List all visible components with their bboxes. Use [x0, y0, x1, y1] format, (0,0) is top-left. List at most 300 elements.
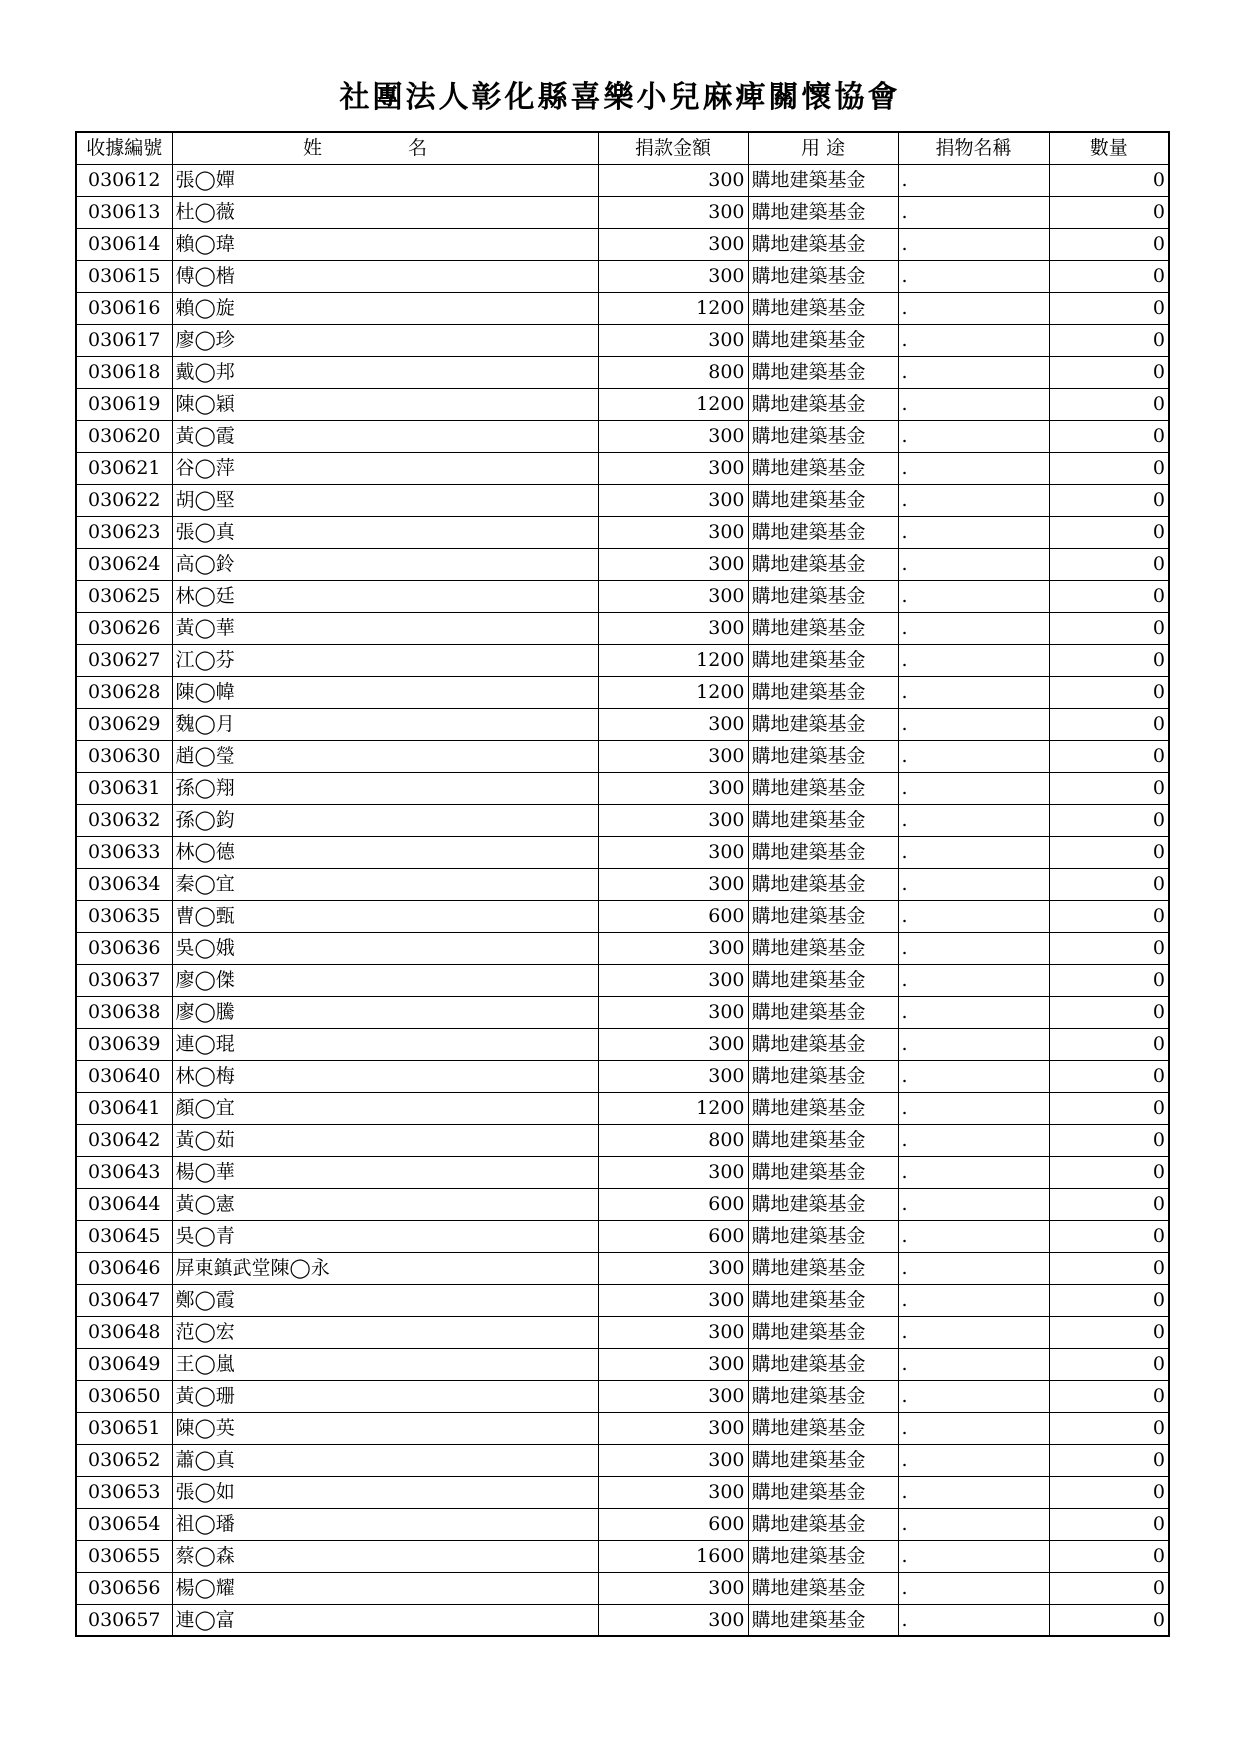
amount-cell: 1600: [598, 1540, 748, 1572]
item-name-cell: .: [898, 164, 1049, 196]
item-name-cell: .: [898, 612, 1049, 644]
quantity-cell: 0: [1049, 1060, 1169, 1092]
quantity-cell: 0: [1049, 932, 1169, 964]
purpose-cell: 購地建築基金: [748, 900, 898, 932]
name-cell: 陳◯英: [172, 1412, 598, 1444]
amount-cell: 300: [598, 1572, 748, 1604]
quantity-cell: 0: [1049, 836, 1169, 868]
amount-cell: 300: [598, 996, 748, 1028]
quantity-cell: 0: [1049, 900, 1169, 932]
amount-cell: 1200: [598, 292, 748, 324]
name-cell: 顏◯宜: [172, 1092, 598, 1124]
purpose-cell: 購地建築基金: [748, 1604, 898, 1636]
item-name-cell: .: [898, 324, 1049, 356]
purpose-cell: 購地建築基金: [748, 1092, 898, 1124]
item-name-cell: .: [898, 1508, 1049, 1540]
purpose-cell: 購地建築基金: [748, 292, 898, 324]
name-cell: 黃◯憲: [172, 1188, 598, 1220]
receipt-no-cell: 030616: [76, 292, 172, 324]
table-row: [76, 356, 1169, 388]
item-name-cell: .: [898, 1188, 1049, 1220]
purpose-cell: 購地建築基金: [748, 548, 898, 580]
receipt-no-cell: 030639: [76, 1028, 172, 1060]
table-row: [76, 1540, 1169, 1572]
name-cell: 林◯德: [172, 836, 598, 868]
name-cell: 賴◯旋: [172, 292, 598, 324]
quantity-cell: 0: [1049, 676, 1169, 708]
receipt-no-cell: 030612: [76, 164, 172, 196]
item-name-cell: .: [898, 1444, 1049, 1476]
amount-cell: 300: [598, 932, 748, 964]
purpose-cell: 購地建築基金: [748, 996, 898, 1028]
table-row: [76, 1444, 1169, 1476]
amount-cell: 300: [598, 964, 748, 996]
table-row: [76, 1316, 1169, 1348]
name-cell: 蔡◯森: [172, 1540, 598, 1572]
header-name: 姓 名: [172, 132, 598, 164]
receipt-no-cell: 030614: [76, 228, 172, 260]
item-name-cell: .: [898, 516, 1049, 548]
purpose-cell: 購地建築基金: [748, 1572, 898, 1604]
table-row: [76, 484, 1169, 516]
table-row: [76, 1284, 1169, 1316]
name-cell: 黃◯茹: [172, 1124, 598, 1156]
receipt-no-cell: 030633: [76, 836, 172, 868]
purpose-cell: 購地建築基金: [748, 1316, 898, 1348]
item-name-cell: .: [898, 292, 1049, 324]
quantity-cell: 0: [1049, 996, 1169, 1028]
receipt-no-cell: 030634: [76, 868, 172, 900]
receipt-no-cell: 030638: [76, 996, 172, 1028]
purpose-cell: 購地建築基金: [748, 1412, 898, 1444]
header-amount: 捐款金額: [598, 132, 748, 164]
receipt-no-cell: 030619: [76, 388, 172, 420]
receipt-no-cell: 030637: [76, 964, 172, 996]
item-name-cell: .: [898, 420, 1049, 452]
table-row: [76, 676, 1169, 708]
amount-cell: 1200: [598, 676, 748, 708]
quantity-cell: 0: [1049, 1220, 1169, 1252]
quantity-cell: 0: [1049, 1284, 1169, 1316]
amount-cell: 300: [598, 708, 748, 740]
purpose-cell: 購地建築基金: [748, 1028, 898, 1060]
table-row: [76, 1188, 1169, 1220]
quantity-cell: 0: [1049, 1380, 1169, 1412]
name-cell: 黃◯華: [172, 612, 598, 644]
amount-cell: 300: [598, 580, 748, 612]
table-row: [76, 1124, 1169, 1156]
purpose-cell: 購地建築基金: [748, 228, 898, 260]
item-name-cell: .: [898, 452, 1049, 484]
amount-cell: 300: [598, 1604, 748, 1636]
table-row: [76, 228, 1169, 260]
receipt-no-cell: 030650: [76, 1380, 172, 1412]
table-row: [76, 516, 1169, 548]
item-name-cell: .: [898, 772, 1049, 804]
item-name-cell: .: [898, 1572, 1049, 1604]
quantity-cell: 0: [1049, 1316, 1169, 1348]
purpose-cell: 購地建築基金: [748, 932, 898, 964]
receipt-no-cell: 030623: [76, 516, 172, 548]
table-row: [76, 772, 1169, 804]
quantity-cell: 0: [1049, 1412, 1169, 1444]
quantity-cell: 0: [1049, 1124, 1169, 1156]
purpose-cell: 購地建築基金: [748, 644, 898, 676]
receipt-no-cell: 030646: [76, 1252, 172, 1284]
name-cell: 黃◯霞: [172, 420, 598, 452]
quantity-cell: 0: [1049, 1572, 1169, 1604]
quantity-cell: 0: [1049, 1188, 1169, 1220]
item-name-cell: .: [898, 580, 1049, 612]
amount-cell: 300: [598, 1348, 748, 1380]
table-row: [76, 1220, 1169, 1252]
amount-cell: 300: [598, 612, 748, 644]
table-row: [76, 388, 1169, 420]
purpose-cell: 購地建築基金: [748, 324, 898, 356]
quantity-cell: 0: [1049, 388, 1169, 420]
item-name-cell: .: [898, 1092, 1049, 1124]
quantity-cell: 0: [1049, 1540, 1169, 1572]
name-cell: 曹◯甄: [172, 900, 598, 932]
table-row: [76, 1060, 1169, 1092]
quantity-cell: 0: [1049, 1444, 1169, 1476]
amount-cell: 1200: [598, 388, 748, 420]
receipt-no-cell: 030630: [76, 740, 172, 772]
amount-cell: 800: [598, 1124, 748, 1156]
item-name-cell: .: [898, 260, 1049, 292]
purpose-cell: 購地建築基金: [748, 1348, 898, 1380]
name-cell: 范◯宏: [172, 1316, 598, 1348]
amount-cell: 300: [598, 1476, 748, 1508]
purpose-cell: 購地建築基金: [748, 612, 898, 644]
quantity-cell: 0: [1049, 1252, 1169, 1284]
table-row: [76, 420, 1169, 452]
amount-cell: 300: [598, 548, 748, 580]
name-cell: 孫◯鈞: [172, 804, 598, 836]
header-receipt-no: 收據編號: [76, 132, 172, 164]
purpose-cell: 購地建築基金: [748, 868, 898, 900]
amount-cell: 300: [598, 1028, 748, 1060]
purpose-cell: 購地建築基金: [748, 1540, 898, 1572]
quantity-cell: 0: [1049, 356, 1169, 388]
table-row: [76, 708, 1169, 740]
table-row: [76, 196, 1169, 228]
receipt-no-cell: 030652: [76, 1444, 172, 1476]
purpose-cell: 購地建築基金: [748, 676, 898, 708]
item-name-cell: .: [898, 1124, 1049, 1156]
header-item-name: 捐物名稱: [898, 132, 1049, 164]
purpose-cell: 購地建築基金: [748, 260, 898, 292]
amount-cell: 300: [598, 836, 748, 868]
table-row: [76, 164, 1169, 196]
item-name-cell: .: [898, 484, 1049, 516]
name-cell: 張◯真: [172, 516, 598, 548]
item-name-cell: .: [898, 996, 1049, 1028]
receipt-no-cell: 030625: [76, 580, 172, 612]
name-cell: 張◯嬋: [172, 164, 598, 196]
name-cell: 吳◯青: [172, 1220, 598, 1252]
purpose-cell: 購地建築基金: [748, 516, 898, 548]
receipt-no-cell: 030621: [76, 452, 172, 484]
receipt-no-cell: 030635: [76, 900, 172, 932]
receipt-no-cell: 030648: [76, 1316, 172, 1348]
quantity-cell: 0: [1049, 964, 1169, 996]
table-row: [76, 964, 1169, 996]
purpose-cell: 購地建築基金: [748, 836, 898, 868]
header-quantity: 數量: [1049, 132, 1169, 164]
item-name-cell: .: [898, 1028, 1049, 1060]
amount-cell: 1200: [598, 1092, 748, 1124]
item-name-cell: .: [898, 1540, 1049, 1572]
purpose-cell: 購地建築基金: [748, 1252, 898, 1284]
quantity-cell: 0: [1049, 292, 1169, 324]
receipt-no-cell: 030642: [76, 1124, 172, 1156]
item-name-cell: .: [898, 676, 1049, 708]
header-purpose: 用 途: [748, 132, 898, 164]
receipt-no-cell: 030617: [76, 324, 172, 356]
amount-cell: 300: [598, 324, 748, 356]
table-row: [76, 900, 1169, 932]
quantity-cell: 0: [1049, 804, 1169, 836]
receipt-no-cell: 030643: [76, 1156, 172, 1188]
name-cell: 谷◯萍: [172, 452, 598, 484]
item-name-cell: .: [898, 388, 1049, 420]
amount-cell: 300: [598, 1316, 748, 1348]
receipt-no-cell: 030620: [76, 420, 172, 452]
quantity-cell: 0: [1049, 1604, 1169, 1636]
amount-cell: 600: [598, 1188, 748, 1220]
purpose-cell: 購地建築基金: [748, 740, 898, 772]
amount-cell: 300: [598, 1252, 748, 1284]
quantity-cell: 0: [1049, 1476, 1169, 1508]
table-row: [76, 612, 1169, 644]
quantity-cell: 0: [1049, 708, 1169, 740]
page-title: 社團法人彰化縣喜樂小兒麻痺關懷協會: [339, 80, 901, 115]
purpose-cell: 購地建築基金: [748, 964, 898, 996]
table-row: [76, 1476, 1169, 1508]
receipt-no-cell: 030651: [76, 1412, 172, 1444]
item-name-cell: .: [898, 804, 1049, 836]
purpose-cell: 購地建築基金: [748, 1476, 898, 1508]
receipt-no-cell: 030640: [76, 1060, 172, 1092]
name-cell: 胡◯堅: [172, 484, 598, 516]
table-row: [76, 292, 1169, 324]
item-name-cell: .: [898, 228, 1049, 260]
item-name-cell: .: [898, 1316, 1049, 1348]
name-cell: 林◯廷: [172, 580, 598, 612]
receipt-no-cell: 030622: [76, 484, 172, 516]
amount-cell: 300: [598, 1444, 748, 1476]
receipt-no-cell: 030649: [76, 1348, 172, 1380]
item-name-cell: .: [898, 1252, 1049, 1284]
quantity-cell: 0: [1049, 324, 1169, 356]
item-name-cell: .: [898, 740, 1049, 772]
table-body: [76, 164, 1169, 1636]
receipt-no-cell: 030613: [76, 196, 172, 228]
receipt-no-cell: 030657: [76, 1604, 172, 1636]
purpose-cell: 購地建築基金: [748, 580, 898, 612]
item-name-cell: .: [898, 1284, 1049, 1316]
table-row: [76, 996, 1169, 1028]
receipt-no-cell: 030644: [76, 1188, 172, 1220]
table-row: [76, 580, 1169, 612]
table-row: [76, 548, 1169, 580]
item-name-cell: .: [898, 1412, 1049, 1444]
purpose-cell: 購地建築基金: [748, 1220, 898, 1252]
purpose-cell: 購地建築基金: [748, 164, 898, 196]
item-name-cell: .: [898, 548, 1049, 580]
name-cell: 楊◯華: [172, 1156, 598, 1188]
item-name-cell: .: [898, 356, 1049, 388]
table-row: [76, 644, 1169, 676]
name-cell: 趙◯瑩: [172, 740, 598, 772]
purpose-cell: 購地建築基金: [748, 708, 898, 740]
quantity-cell: 0: [1049, 420, 1169, 452]
table-row: [76, 452, 1169, 484]
header-row: [76, 132, 1169, 164]
table-row: [76, 740, 1169, 772]
amount-cell: 300: [598, 1380, 748, 1412]
name-cell: 陳◯幃: [172, 676, 598, 708]
item-name-cell: .: [898, 644, 1049, 676]
table-row: [76, 324, 1169, 356]
purpose-cell: 購地建築基金: [748, 1508, 898, 1540]
item-name-cell: .: [898, 196, 1049, 228]
quantity-cell: 0: [1049, 772, 1169, 804]
purpose-cell: 購地建築基金: [748, 484, 898, 516]
name-cell: 傅◯楷: [172, 260, 598, 292]
receipt-no-cell: 030654: [76, 1508, 172, 1540]
quantity-cell: 0: [1049, 164, 1169, 196]
amount-cell: 800: [598, 356, 748, 388]
name-cell: 張◯如: [172, 1476, 598, 1508]
name-cell: 連◯富: [172, 1604, 598, 1636]
name-cell: 蕭◯真: [172, 1444, 598, 1476]
amount-cell: 300: [598, 772, 748, 804]
table-row: [76, 1252, 1169, 1284]
amount-cell: 300: [598, 420, 748, 452]
table-row: [76, 804, 1169, 836]
quantity-cell: 0: [1049, 1092, 1169, 1124]
purpose-cell: 購地建築基金: [748, 196, 898, 228]
name-cell: 林◯梅: [172, 1060, 598, 1092]
amount-cell: 300: [598, 740, 748, 772]
amount-cell: 600: [598, 1508, 748, 1540]
quantity-cell: 0: [1049, 260, 1169, 292]
amount-cell: 300: [598, 484, 748, 516]
item-name-cell: .: [898, 1380, 1049, 1412]
name-cell: 廖◯傑: [172, 964, 598, 996]
purpose-cell: 購地建築基金: [748, 1156, 898, 1188]
item-name-cell: .: [898, 1476, 1049, 1508]
amount-cell: 300: [598, 260, 748, 292]
purpose-cell: 購地建築基金: [748, 1188, 898, 1220]
amount-cell: 300: [598, 452, 748, 484]
table-row: [76, 1508, 1169, 1540]
amount-cell: 300: [598, 228, 748, 260]
purpose-cell: 購地建築基金: [748, 356, 898, 388]
purpose-cell: 購地建築基金: [748, 452, 898, 484]
amount-cell: 300: [598, 1156, 748, 1188]
table-row: [76, 932, 1169, 964]
item-name-cell: .: [898, 964, 1049, 996]
name-cell: 秦◯宜: [172, 868, 598, 900]
quantity-cell: 0: [1049, 196, 1169, 228]
item-name-cell: .: [898, 900, 1049, 932]
purpose-cell: 購地建築基金: [748, 1124, 898, 1156]
receipt-no-cell: 030624: [76, 548, 172, 580]
purpose-cell: 購地建築基金: [748, 1444, 898, 1476]
quantity-cell: 0: [1049, 644, 1169, 676]
purpose-cell: 購地建築基金: [748, 388, 898, 420]
table-row: [76, 1412, 1169, 1444]
purpose-cell: 購地建築基金: [748, 1380, 898, 1412]
receipt-no-cell: 030627: [76, 644, 172, 676]
name-cell: 戴◯邦: [172, 356, 598, 388]
purpose-cell: 購地建築基金: [748, 1284, 898, 1316]
item-name-cell: .: [898, 836, 1049, 868]
name-cell: 賴◯瑋: [172, 228, 598, 260]
receipt-no-cell: 030645: [76, 1220, 172, 1252]
name-cell: 祖◯璠: [172, 1508, 598, 1540]
receipt-no-cell: 030632: [76, 804, 172, 836]
table-row: [76, 868, 1169, 900]
item-name-cell: .: [898, 1220, 1049, 1252]
receipt-no-cell: 030628: [76, 676, 172, 708]
table-row: [76, 1348, 1169, 1380]
table-row: [76, 260, 1169, 292]
amount-cell: 300: [598, 1284, 748, 1316]
amount-cell: 300: [598, 516, 748, 548]
quantity-cell: 0: [1049, 548, 1169, 580]
receipt-no-cell: 030641: [76, 1092, 172, 1124]
purpose-cell: 購地建築基金: [748, 772, 898, 804]
quantity-cell: 0: [1049, 580, 1169, 612]
receipt-no-cell: 030615: [76, 260, 172, 292]
amount-cell: 600: [598, 1220, 748, 1252]
table-row: [76, 836, 1169, 868]
name-cell: 王◯嵐: [172, 1348, 598, 1380]
item-name-cell: .: [898, 708, 1049, 740]
quantity-cell: 0: [1049, 1348, 1169, 1380]
table-row: [76, 1156, 1169, 1188]
quantity-cell: 0: [1049, 612, 1169, 644]
name-cell: 孫◯翔: [172, 772, 598, 804]
name-cell: 江◯芬: [172, 644, 598, 676]
donation-table: [75, 131, 1170, 1637]
name-cell: 楊◯耀: [172, 1572, 598, 1604]
name-cell: 陳◯穎: [172, 388, 598, 420]
table-row: [76, 1092, 1169, 1124]
quantity-cell: 0: [1049, 452, 1169, 484]
quantity-cell: 0: [1049, 1508, 1169, 1540]
item-name-cell: .: [898, 1156, 1049, 1188]
quantity-cell: 0: [1049, 1156, 1169, 1188]
amount-cell: 300: [598, 196, 748, 228]
quantity-cell: 0: [1049, 740, 1169, 772]
amount-cell: 300: [598, 164, 748, 196]
amount-cell: 300: [598, 1060, 748, 1092]
name-cell: 吳◯娥: [172, 932, 598, 964]
name-cell: 廖◯珍: [172, 324, 598, 356]
quantity-cell: 0: [1049, 228, 1169, 260]
amount-cell: 300: [598, 804, 748, 836]
name-cell: 廖◯騰: [172, 996, 598, 1028]
receipt-no-cell: 030655: [76, 1540, 172, 1572]
amount-cell: 300: [598, 1412, 748, 1444]
name-cell: 黃◯珊: [172, 1380, 598, 1412]
item-name-cell: .: [898, 1604, 1049, 1636]
